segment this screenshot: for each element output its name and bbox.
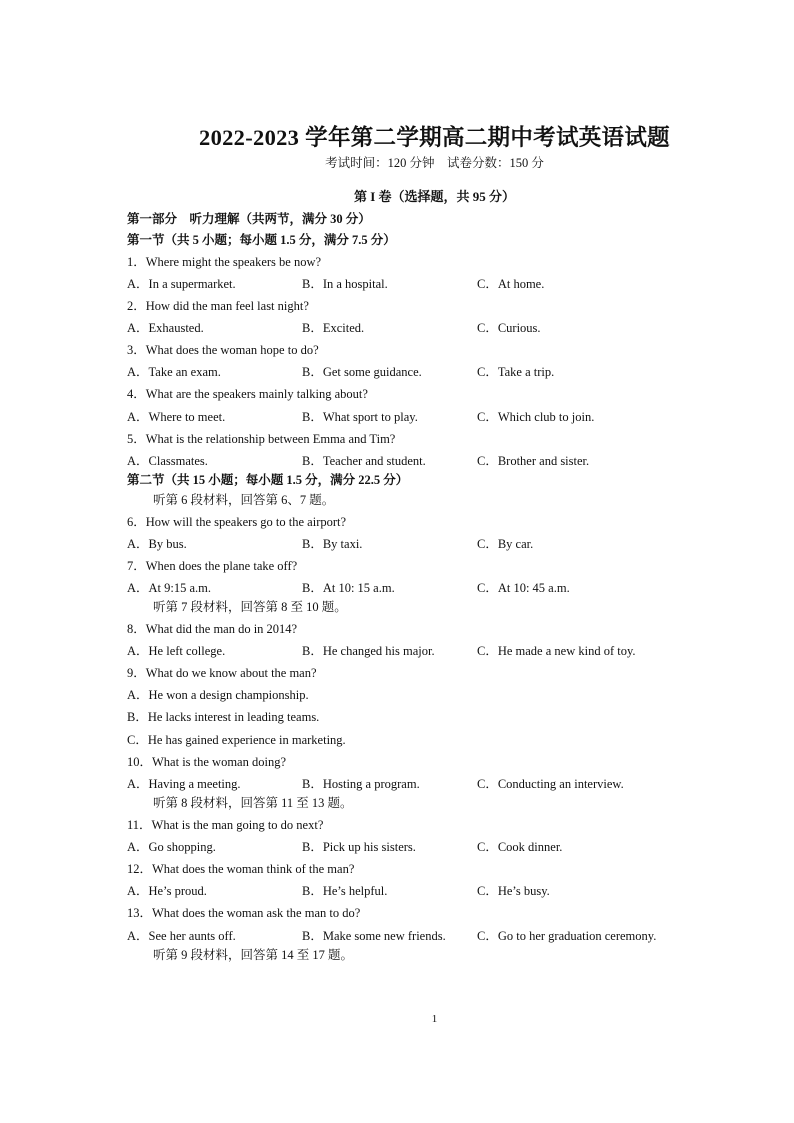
page-number: 1 bbox=[431, 1013, 438, 1025]
q9-option-b: B．He lacks interest in leading teams. bbox=[127, 710, 320, 724]
q1-option-a: A．In a supermarket. bbox=[127, 277, 236, 291]
question-1: 1．Where might the speakers be now? bbox=[127, 255, 322, 269]
q13-option-b: B．Make some new friends. bbox=[302, 929, 446, 943]
q12-option-c: C．He’s busy. bbox=[477, 884, 550, 898]
q11-option-c: C．Cook dinner. bbox=[477, 840, 563, 854]
q2-option-a: A．Exhausted. bbox=[127, 321, 204, 335]
q9-option-c: C．He has gained experience in marketing. bbox=[127, 733, 346, 747]
question-13: 13．What does the woman ask the man to do? bbox=[127, 906, 361, 920]
q10-option-a: A．Having a meeting. bbox=[127, 777, 241, 791]
part-title: 第一部分 听力理解（共两节，满分 30 分） bbox=[127, 212, 371, 226]
q8-option-b: B．He changed his major. bbox=[302, 644, 435, 658]
q12-option-a: A．He’s proud. bbox=[127, 884, 207, 898]
instruction-passage-7: 听第 7 段材料，回答第 8 至 10 题。 bbox=[153, 600, 347, 614]
question-4: 4．What are the speakers mainly talking about? bbox=[127, 387, 368, 401]
instruction-passage-9: 听第 9 段材料，回答第 14 至 17 题。 bbox=[153, 948, 354, 962]
q4-option-a: A．Where to meet. bbox=[127, 410, 226, 424]
q3-option-a: A．Take an exam. bbox=[127, 365, 221, 379]
section2-title: 第二节（共 15 小题；每小题 1.5 分，满分 22.5 分） bbox=[127, 473, 409, 487]
q12-option-b: B．He’s helpful. bbox=[302, 884, 388, 898]
q5-option-c: C．Brother and sister. bbox=[477, 454, 590, 468]
q11-option-b: B．Pick up his sisters. bbox=[302, 840, 416, 854]
question-2: 2．How did the man feel last night? bbox=[127, 299, 309, 313]
q10-option-b: B．Hosting a program. bbox=[302, 777, 420, 791]
question-12: 12．What does the woman think of the man? bbox=[127, 862, 355, 876]
q13-option-a: A．See her aunts off. bbox=[127, 929, 236, 943]
exam-subtitle: 考试时间：120 分钟 试卷分数：150 分 bbox=[325, 156, 544, 170]
question-9: 9．What do we know about the man? bbox=[127, 666, 317, 680]
q11-option-a: A．Go shopping. bbox=[127, 840, 216, 854]
q1-option-b: B．In a hospital. bbox=[302, 277, 388, 291]
q9-option-a: A．He won a design championship. bbox=[127, 688, 309, 702]
q2-option-b: B．Excited. bbox=[302, 321, 365, 335]
q4-option-b: B．What sport to play. bbox=[302, 410, 418, 424]
q13-option-c: C．Go to her graduation ceremony. bbox=[477, 929, 657, 943]
q6-option-c: C．By car. bbox=[477, 537, 534, 551]
q10-option-c: C．Conducting an interview. bbox=[477, 777, 624, 791]
question-5: 5．What is the relationship between Emma and Tim? bbox=[127, 432, 396, 446]
section1-title: 第一节（共 5 小题；每小题 1.5 分，满分 7.5 分） bbox=[127, 233, 396, 247]
question-11: 11．What is the man going to do next? bbox=[127, 818, 324, 832]
question-3: 3．What does the woman hope to do? bbox=[127, 343, 319, 357]
q6-option-a: A．By bus. bbox=[127, 537, 187, 551]
instruction-passage-6: 听第 6 段材料，回答第 6、7 题。 bbox=[153, 493, 335, 507]
instruction-passage-8: 听第 8 段材料，回答第 11 至 13 题。 bbox=[153, 796, 353, 810]
question-6: 6．How will the speakers go to the airport? bbox=[127, 515, 347, 529]
q6-option-b: B．By taxi. bbox=[302, 537, 363, 551]
q7-option-c: C．At 10: 45 a.m. bbox=[477, 581, 570, 595]
q2-option-c: C．Curious. bbox=[477, 321, 541, 335]
question-10: 10．What is the woman doing? bbox=[127, 755, 286, 769]
q5-option-b: B．Teacher and student. bbox=[302, 454, 426, 468]
q8-option-c: C．He made a new kind of toy. bbox=[477, 644, 636, 658]
q3-option-c: C．Take a trip. bbox=[477, 365, 555, 379]
q8-option-a: A．He left college. bbox=[127, 644, 226, 658]
q1-option-c: C．At home. bbox=[477, 277, 545, 291]
q3-option-b: B．Get some guidance. bbox=[302, 365, 422, 379]
volume-title: 第 I 卷（选择题，共 95 分） bbox=[353, 189, 516, 204]
question-8: 8．What did the man do in 2014? bbox=[127, 622, 298, 636]
exam-title: 2022-2023 学年第二学期高二期中考试英语试题 bbox=[199, 125, 670, 150]
q4-option-c: C．Which club to join. bbox=[477, 410, 595, 424]
q7-option-b: B．At 10: 15 a.m. bbox=[302, 581, 395, 595]
q7-option-a: A．At 9:15 a.m. bbox=[127, 581, 212, 595]
q5-option-a: A．Classmates. bbox=[127, 454, 208, 468]
question-7: 7．When does the plane take off? bbox=[127, 559, 298, 573]
